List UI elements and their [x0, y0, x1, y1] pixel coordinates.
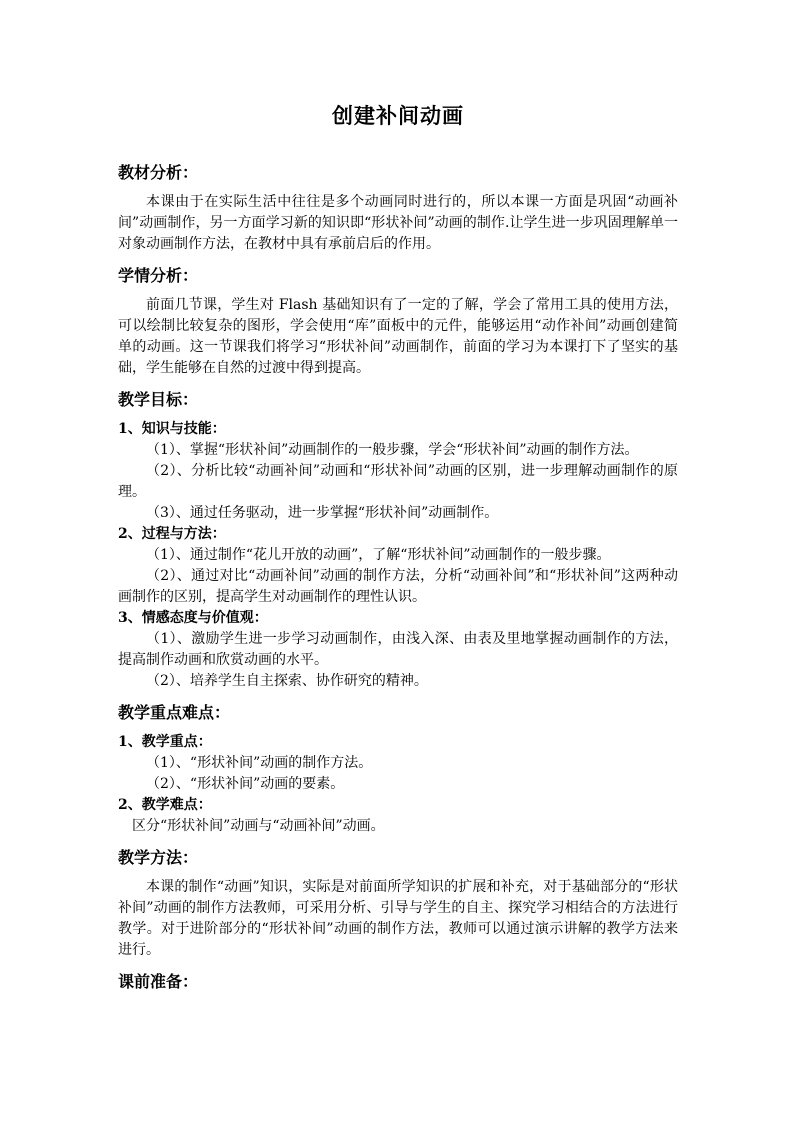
- section-heading-material: 教材分析：: [118, 163, 199, 182]
- section-heading-learner: 学情分析：: [118, 266, 199, 285]
- subheading-focus: 1、教学重点：: [118, 734, 212, 750]
- list-item: （1）、激励学生进一步学习动画制作，由浅入深、由表及里地掌握动画制作的方法，提高制作动画和欣赏动画的水平。: [118, 631, 678, 668]
- paragraph-difficulty: 区分“形状补间”动画与“动画补间”动画。: [132, 818, 385, 834]
- list-item: （2）、“形状补间”动画的要素。: [146, 776, 345, 792]
- paragraph-learner: 前面几节课，学生对 Flash 基础知识有了一定的了解，学会了常用工具的使用方法，可以绘制比较复杂的图形，学会使用“库”面板中的元件，能够运用“动作补间”动画创建简单的动画。这一节课我们将学习“形状补间”动画制作，前面的学习为本课打下了坚实的基础，学生能够在自然的过渡中得到提高。: [118, 297, 678, 376]
- section-heading-methods: 教学方法：: [118, 848, 199, 867]
- list-item: （1）、掌握“形状补间”动画制作的一般步骤，学会“形状补间”动画的制作方法。: [146, 442, 639, 458]
- page-title: 创建补间动画: [332, 103, 464, 128]
- section-heading-prep: 课前准备：: [118, 972, 199, 991]
- list-item: （3）、通过任务驱动，进一步掌握“形状补间”动画制作。: [146, 505, 499, 521]
- subheading-process: 2、过程与方法：: [118, 526, 226, 542]
- list-item: （2）、培养学生自主探索、协作研究的精神。: [146, 673, 428, 689]
- section-heading-keypoints: 教学重点难点：: [118, 703, 231, 722]
- subheading-knowledge: 1、知识与技能：: [118, 421, 226, 437]
- goals-list: [118, 419, 678, 692]
- keypoints-list: [118, 732, 678, 837]
- document-page: [118, 98, 678, 1001]
- section-heading-goals: 教学目标：: [118, 390, 199, 409]
- list-item: （2）、通过对比“动画补间”动画的制作方法，分析“动画补间”和“形状补间”这两种动画制作的区别，提高学生对动画制作的理性认识。: [118, 568, 678, 605]
- list-item: （1）、通过制作“花儿开放的动画”，了解“形状补间”动画制作的一般步骤。: [146, 547, 611, 563]
- paragraph-material: 本课由于在实际生活中往往是多个动画同时进行的，所以本课一方面是巩固“动画补间”动画制作，另一方面学习新的知识即“形状补间”动画的制作.让学生进一步巩固理解单一对象动画制作方法，在教材中具有承前启后的作用。: [118, 194, 678, 252]
- paragraph-methods: 本课的制作“动画”知识，实际是对前面所学知识的扩展和补充，对于基础部分的“形状补间”动画的制作方法教师，可采用分析、引导与学生的自主、探究学习相结合的方法进行教学。对于进阶部分的“形状补间”动画的制作方法，教师可以通过演示讲解的教学方法来进行。: [118, 879, 678, 958]
- list-item: （1）、“形状补间”动画的制作方法。: [146, 755, 373, 771]
- subheading-difficulty: 2、教学难点：: [118, 797, 212, 813]
- list-item: （2）、分析比较“动画补间”动画和“形状补间”动画的区别，进一步理解动画制作的原理。: [118, 463, 678, 500]
- subheading-emotion: 3、情感态度与价值观：: [118, 610, 268, 626]
